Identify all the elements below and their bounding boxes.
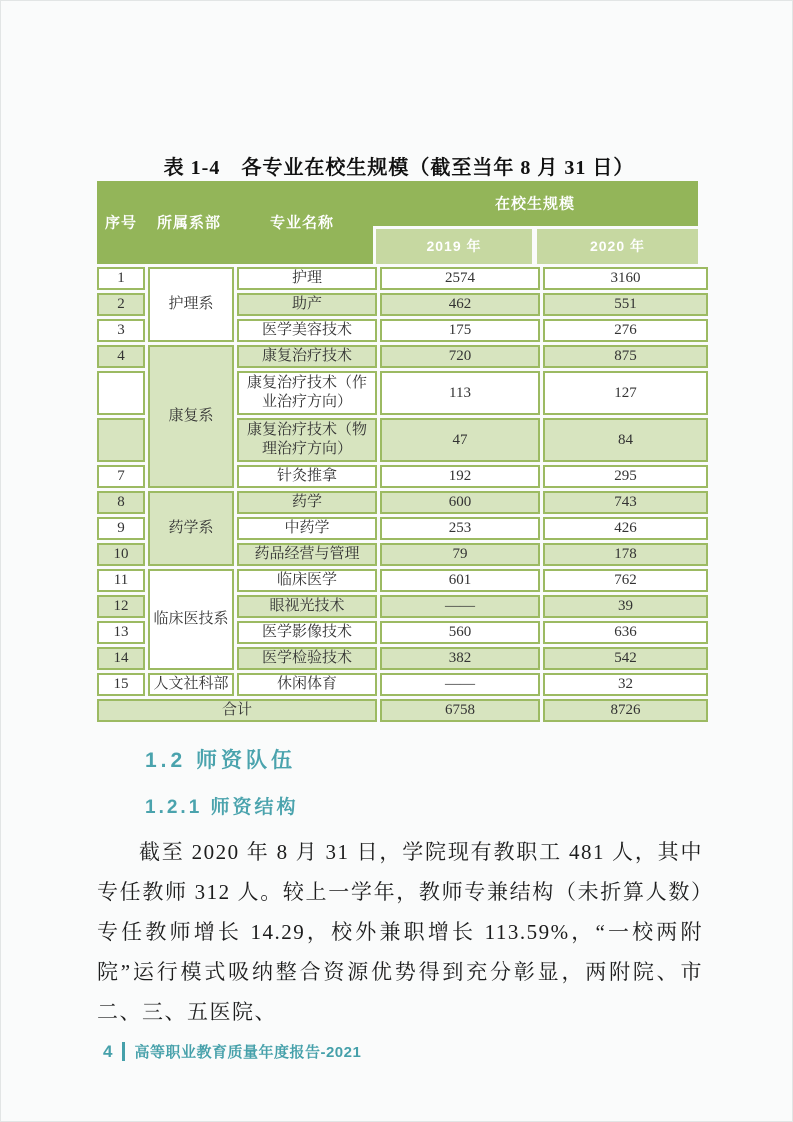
cell-major: 护理 (237, 267, 377, 290)
header-year-2019: 2019 年 (376, 229, 532, 264)
footer-report-title: 高等职业教育质量年度报告-2021 (134, 1044, 362, 1061)
cell-2019: 175 (380, 319, 540, 342)
page-footer (103, 1041, 361, 1062)
cell-2020: 542 (543, 647, 708, 670)
table-row (97, 491, 708, 514)
cell-2020: 875 (543, 345, 708, 368)
cell-major: 医学检验技术 (237, 647, 377, 670)
cell-no: 2 (97, 293, 145, 316)
table-row (97, 569, 708, 592)
cell-major: 临床医学 (237, 569, 377, 592)
cell-2019: 600 (380, 491, 540, 514)
cell-2019: 560 (380, 621, 540, 644)
section-heading-1-2: 1.2 师资队伍 (145, 749, 297, 772)
cell-2019: 720 (380, 345, 540, 368)
cell-2020: 84 (543, 418, 708, 462)
cell-major: 针灸推拿 (237, 465, 377, 488)
cell-2019: 462 (380, 293, 540, 316)
cell-no: 13 (97, 621, 145, 644)
cell-major: 医学美容技术 (237, 319, 377, 342)
cell-2019: 382 (380, 647, 540, 670)
cell-dept: 药学系 (148, 491, 234, 566)
table-header (97, 181, 698, 264)
cell-major: 中药学 (237, 517, 377, 540)
cell-no: 7 (97, 465, 145, 488)
cell-major: 医学影像技术 (237, 621, 377, 644)
cell-2019: —— (380, 673, 540, 696)
cell-2019: 253 (380, 517, 540, 540)
cell-no: 3 (97, 319, 145, 342)
cell-2020: 3160 (543, 267, 708, 290)
section-heading-1-2-1: 1.2.1 师资结构 (145, 797, 299, 818)
enrollment-table (94, 264, 711, 725)
cell-2019: 113 (380, 371, 540, 415)
cell-2020: 178 (543, 543, 708, 566)
cell-2020: 636 (543, 621, 708, 644)
header-year-2020: 2020 年 (537, 229, 698, 264)
cell-2019: —— (380, 595, 540, 618)
table-row (97, 673, 708, 696)
header-scale-group: 在校生规模 (494, 195, 576, 213)
cell-no: 4 (97, 345, 145, 368)
cell-2020: 762 (543, 569, 708, 592)
cell-no: 1 (97, 267, 145, 290)
cell-2020: 127 (543, 371, 708, 415)
table-row (97, 345, 708, 368)
cell-no: 9 (97, 517, 145, 540)
cell-dept: 人文社科部 (148, 673, 234, 696)
cell-no: 12 (97, 595, 145, 618)
cell-total-label: 合计 (97, 699, 377, 722)
table-caption: 表 1-4 各专业在校生规模（截至当年 8 月 31 日） (163, 157, 635, 179)
cell-2019: 2574 (380, 267, 540, 290)
cell-total-2019: 6758 (380, 699, 540, 722)
cell-major: 助产 (237, 293, 377, 316)
cell-2019: 192 (380, 465, 540, 488)
page-number: 4 (103, 1041, 113, 1061)
cell-major: 休闲体育 (237, 673, 377, 696)
body-paragraph: 截至 2020 年 8 月 31 日，学院现有教职工 481 人，其中专任教师 312 人。较上一学年，教师专兼结构（未折算人数）专任教师增长 14.29，校外兼职增长 113.59%，“一校两附院”运行模式吸纳整合资源优势得到充分彰显，两附院、市二、三、五医院、 (97, 840, 703, 1024)
cell-2019: 601 (380, 569, 540, 592)
cell-no: 8 (97, 491, 145, 514)
header-major: 专业名称 (269, 214, 335, 232)
cell-2020: 743 (543, 491, 708, 514)
cell-2019: 47 (380, 418, 540, 462)
cell-dept: 护理系 (148, 267, 234, 342)
cell-no (97, 371, 145, 415)
cell-no (97, 418, 145, 462)
cell-major: 药品经营与管理 (237, 543, 377, 566)
cell-2020: 426 (543, 517, 708, 540)
cell-2019: 79 (380, 543, 540, 566)
cell-no: 10 (97, 543, 145, 566)
header-no: 序号 (104, 214, 138, 232)
cell-no: 15 (97, 673, 145, 696)
cell-major: 眼视光技术 (237, 595, 377, 618)
cell-2020: 32 (543, 673, 708, 696)
cell-2020: 276 (543, 319, 708, 342)
cell-dept: 康复系 (148, 345, 234, 488)
cell-2020: 39 (543, 595, 708, 618)
cell-2020: 551 (543, 293, 708, 316)
cell-no: 11 (97, 569, 145, 592)
cell-total-2020: 8726 (543, 699, 708, 722)
header-dept: 所属系部 (156, 214, 222, 232)
cell-major: 康复治疗技术（物理治疗方向） (237, 418, 377, 462)
cell-major: 康复治疗技术 (237, 345, 377, 368)
footer-separator (122, 1042, 125, 1061)
cell-major: 康复治疗技术（作业治疗方向） (237, 371, 377, 415)
table-row (97, 267, 708, 290)
table-total-row (97, 699, 708, 722)
cell-2020: 295 (543, 465, 708, 488)
cell-major: 药学 (237, 491, 377, 514)
cell-dept: 临床医技系 (148, 569, 234, 670)
cell-no: 14 (97, 647, 145, 670)
